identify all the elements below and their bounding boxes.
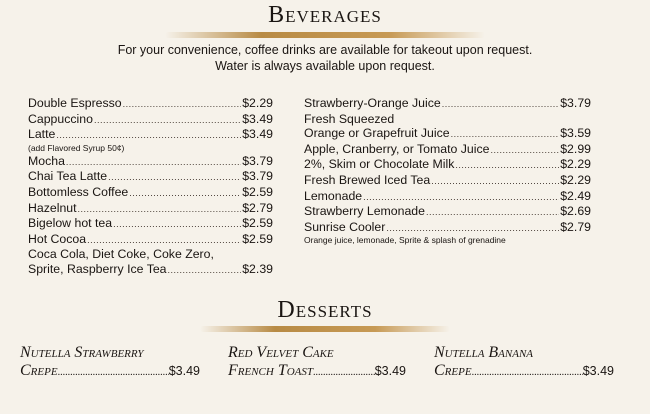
menu-item [304, 126, 591, 142]
menu-item [304, 173, 591, 189]
leader-dots [386, 221, 559, 236]
dessert-price: $3.49 [168, 364, 200, 378]
item-name: Strawberry Lemonade [304, 204, 425, 219]
dessert-item [434, 344, 614, 382]
item-price: $2.49 [560, 188, 591, 203]
item-name: Mocha [28, 153, 65, 168]
item-name-line1: Coca Cola, Diet Coke, Coke Zero, [28, 247, 214, 262]
item-price: $2.59 [242, 231, 273, 246]
item-price: $3.79 [242, 169, 273, 184]
item-name: 2%, Skim or Chocolate Milk [304, 157, 455, 172]
item-price: $3.59 [560, 126, 591, 141]
dessert-name-line2: Crepe [434, 362, 472, 379]
item-name: Orange or Grapefruit Juice [304, 126, 450, 141]
beverages-divider [165, 32, 485, 38]
item-price: $2.79 [560, 219, 591, 234]
leader-dots [66, 155, 241, 170]
menu-item [304, 220, 591, 236]
item-price: $3.49 [242, 111, 273, 126]
beverages-intro-line1: For your convenience, coffee drinks are available for takeout upon request. [117, 43, 533, 57]
leader-dots [78, 202, 242, 217]
dessert-name-line1: Nutella Banana [434, 344, 534, 361]
item-name: Bigelow hot tea [28, 216, 113, 231]
beverages-left-column [28, 96, 273, 278]
desserts-heading: Desserts [277, 297, 373, 323]
menu-item [304, 189, 591, 205]
leader-dots [442, 97, 560, 112]
desserts-divider [200, 326, 450, 332]
menu-item [28, 262, 273, 278]
item-name: Chai Tea Latte [28, 169, 108, 184]
leader-dots [168, 263, 242, 278]
dessert-name-line1: Red Velvet Cake [228, 344, 334, 361]
beverages-intro-line2: Water is always available upon request. [215, 59, 435, 73]
menu-item [304, 157, 591, 173]
menu-item [304, 96, 591, 112]
item-price: $2.29 [560, 157, 591, 172]
item-price: $2.59 [242, 184, 273, 199]
menu-item [28, 112, 273, 128]
menu-item [28, 96, 273, 112]
item-price: $2.69 [560, 204, 591, 219]
dessert-price: $3.49 [374, 364, 406, 378]
beverages-heading: Beverages [268, 2, 382, 28]
leader-dots [123, 97, 242, 112]
menu-item [304, 204, 591, 220]
item-price: $2.29 [560, 172, 591, 187]
dessert-item [228, 344, 406, 382]
menu-item [28, 216, 273, 232]
item-price: $3.79 [560, 96, 591, 110]
item-name: Fresh Brewed Iced Tea [304, 172, 431, 187]
item-price: $2.79 [242, 200, 273, 215]
item-name: Hazelnut [28, 200, 77, 215]
leader-dots [108, 170, 241, 185]
item-note: Orange juice, lemonade, Sprite & splash of grenadine [304, 235, 506, 246]
menu-item [28, 201, 273, 217]
menu-item [28, 185, 273, 201]
item-name: Cappuccino [28, 111, 93, 126]
leader-dots [313, 364, 375, 382]
menu-item-line1 [28, 247, 273, 262]
leader-dots [113, 217, 241, 232]
item-name: Strawberry-Orange Juice [304, 96, 441, 110]
menu-item [28, 169, 273, 185]
leader-dots [431, 174, 559, 189]
leader-dots [129, 186, 241, 201]
item-name: Sunrise Cooler [304, 219, 386, 234]
leader-dots [426, 205, 559, 220]
item-note: (add Flavored Syrup 50¢) [28, 142, 125, 153]
item-name: Double Espresso [28, 96, 122, 110]
menu-item-line1 [304, 112, 591, 127]
item-name: Latte [28, 127, 56, 142]
item-price: $3.49 [242, 127, 273, 142]
menu-item [28, 232, 273, 248]
leader-dots [472, 364, 583, 382]
leader-dots [363, 190, 559, 205]
item-price: $2.99 [560, 141, 591, 156]
dessert-name-line2: French Toast [228, 362, 314, 379]
leader-dots [87, 233, 241, 248]
leader-dots [56, 128, 241, 143]
item-name-line1: Fresh Squeezed [304, 111, 395, 126]
menu-item [28, 127, 273, 143]
item-price: $2.29 [242, 96, 273, 110]
dessert-price: $3.49 [582, 364, 614, 378]
dessert-item [20, 344, 200, 382]
leader-dots [451, 127, 560, 142]
item-price: $3.79 [242, 153, 273, 168]
item-name: Apple, Cranberry, or Tomato Juice [304, 141, 490, 156]
beverages-right-column [304, 96, 591, 246]
menu-item [28, 154, 273, 170]
item-price: $2.59 [242, 216, 273, 231]
dessert-name-line1: Nutella Strawberry [20, 344, 144, 361]
item-name: Hot Cocoa [28, 231, 87, 246]
leader-dots [490, 143, 559, 158]
menu-item [304, 142, 591, 158]
item-name: Bottomless Coffee [28, 184, 129, 199]
leader-dots [58, 364, 169, 382]
dessert-name-line2: Crepe [20, 362, 58, 379]
item-name: Sprite, Raspberry Ice Tea [28, 261, 167, 276]
item-price: $2.39 [242, 261, 273, 276]
leader-dots [94, 113, 241, 128]
item-name: Lemonade [304, 188, 363, 203]
leader-dots [455, 158, 559, 173]
